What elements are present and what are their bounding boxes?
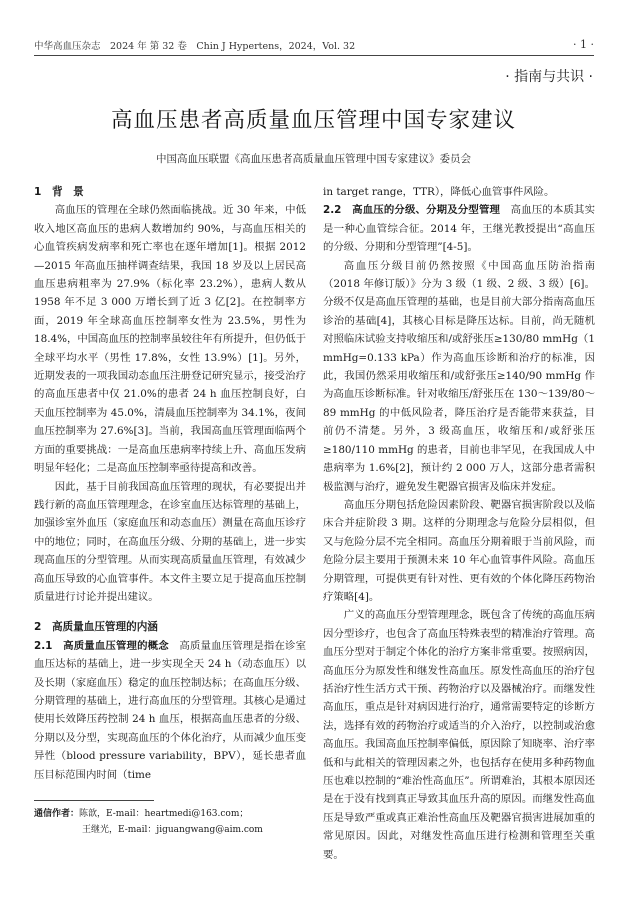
right-column — [323, 183, 595, 864]
journal-citation: 中华高血压杂志 2024 年 第 32 卷 Chin J Hypertens，2024，Vol. 32 — [34, 41, 356, 52]
paragraph-text: 高质量血压管理是指在诊室血压达标的基础上，进一步实现全天 24 h（动态血压）以及长期（家庭血压）稳定的血压控制达标；在高血压分级、分期管理的基础上，进行高血压的分型管理。其核心是通过使用长效降压药控制 24 h 血压，根据高血压患者的分级、分期以及分型，实现高血压的个体化治疗，从而减少血压变异性（blood pressure variability，BPV），延长患者血压目标范围内时间（time — [34, 639, 307, 781]
article-authors: 中国高血压联盟《高血压患者高质量血压管理中国专家建议》委员会 — [156, 153, 471, 165]
subsection-2-1-heading: 2.1 高质量血压管理的概念 — [34, 639, 169, 652]
paragraph: 广义的高血压分型管理理念，既包含了传统的高血压病因分型诊疗，也包含了高血压特殊表型的精准治疗管理。高血压分型对于制定个体化的治疗方案非常重要。按照病因，高血压分为原发性和继发性高血压。原发性高血压的治疗包括治疗性生活方式干预、药物治疗以及器械治疗。而继发性高血压，重点是针对病因进行治疗，通常需要特定的诊断方法，选择有效的药物治疗或适当的介入治疗，以控制或治愈高血压。我国高血压控制率偏低，原因除了知晓率、治疗率低和与此相关的管理因素之外，也包括存在使用多种药物血压也难以控制的“难治性高血压”。所谓难治，其根本原因还是在于没有找到真正导致其血压升高的原因。而继发性高血压是导致严重或真正难治性高血压及靶器官损害进展加重的常见原因。因此，对继发性高血压进行检测和管理至关重要。 — [323, 609, 595, 861]
subsection-2-2-heading: 2.2 高血压的分级、分期及分型管理 — [323, 204, 501, 217]
paragraph-text: 高血压的本质其实是一种心血管综合征。2014 年，王继光教授提出“高血压的分级、分期和分型管理”[4-5]。 — [323, 204, 596, 254]
footnote-line-1: 陈歆，E-mail：heartmedi@163.com； — [79, 809, 249, 819]
paragraph — [323, 201, 595, 256]
paragraph — [34, 637, 306, 784]
footnote-rule — [34, 800, 154, 801]
section-2-heading: 2 高质量血压管理的内涵 — [34, 621, 158, 634]
left-column — [34, 183, 306, 784]
paragraph: 因此，基于目前我国高血压管理的现状，有必要提出并践行新的高血压管理理念，在诊室血压达标管理的基础上，加强诊室外血压（家庭血压和动态血压）测量在高血压诊疗中的地位；同时，在高血压分级、分期的基础上，进一步实现高血压的分型管理。从而实现高质量血压管理，有效减少高血压导致的心血管事件。本文件主要立足于提高血压控制质量进行讨论并提出建议。 — [34, 480, 306, 603]
article-title: 高血压患者高质量血压管理中国专家建议 — [110, 108, 516, 133]
running-head — [34, 38, 594, 52]
paragraph: 高血压的管理在全球仍然面临挑战。近 30 年来，中低收入地区高血压的患病人数增加约 90%，与高血压相关的心血管疾病发病率和死亡率也在逐年增加[1]。根据 2012—2015 年高血压抽样调查结果，我国 18 岁及以上居民高血压患病粗率为 27.9%（标化率 23.2%），患病人数从 1958 年不足 3 000 万增长到了近 3 亿[2]。在控制率方面，2019 年全球高血压控制率女性为 23.5%，男性为 18.4%，中国高血压的控制率虽较往年有所提升，但仍低于全球平均水平（男性 17.8%，女性 13.9%）[1]。另外，近期发表的一项我国动态血压注册登记研究显示，接受治疗的高血压患者中仅 21.0%的患者 24 h 血压控制良好，白天血压控制率为 45.0%，清晨血压控制率为 34.1%，夜间血压控制率为 27.6%[3]。当前，我国高血压管理面临两个方面的重要挑战：一是高血压患病率持续上升、高血压发病明显年轻化；二是高血压控制率亟待提高和改善。 — [34, 204, 306, 475]
paragraph: in target range，TTR），降低心血管事件风险。 — [323, 186, 555, 198]
paragraph: 高血压分级目前仍然按照《中国高血压防治指南（2018 年修订版）》分为 3 级（1 级、2 级、3 级）[6]。分级不仅是高血压管理的基础，也是目前大部分指南高血压诊治的基础[4]，其核心目标是降压达标。目前，尚无随机对照临床试验支持收缩压和/或舒张压≥130/80 mmHg（1 mmHg=0.133 kPa）作为高血压诊断和治疗的标准，因此，我国仍然采用收缩压和/或舒张压≥140/90 mmHg 作为高血压诊断标准。针对收缩压/舒张压在 130～139/80～89 mmHg 的中低风险者，降压治疗是否能带来获益，目前仍不清楚。另外，3 级高血压，收缩压和/或舒张压≥180/110 mmHg 的患者，目前也非罕见，在我国成人中患病率为 1.6%[2]，预计约 2 000 万人，这部分患者需积极监测与治疗，避免发生靶器官损害及临床并发症。 — [323, 259, 595, 493]
footnote-line-2: 王继光，E-mail：jiguangwang@aim.com — [82, 825, 263, 835]
page-number: · 1 · — [573, 38, 594, 51]
section-tag: · 指南与共识 · — [505, 69, 593, 85]
footnote-label: 通信作者： — [34, 809, 80, 819]
section-1-heading: 1 背 景 — [34, 186, 84, 198]
footnote — [34, 806, 306, 838]
spacer — [34, 606, 306, 618]
header-rule — [34, 55, 594, 56]
paragraph: 高血压分期包括危险因素阶段、靶器官损害阶段以及临床合并症阶段 3 期。这样的分期理念与危险分层相似，但又与危险分层不完全相同。高血压分期着眼于当前风险，而危险分层主要用于预测未来 10 年心血管事件风险。高血压分期管理，可提供更有针对性、更有效的个体化降压药物治疗策略[4]。 — [323, 498, 595, 603]
